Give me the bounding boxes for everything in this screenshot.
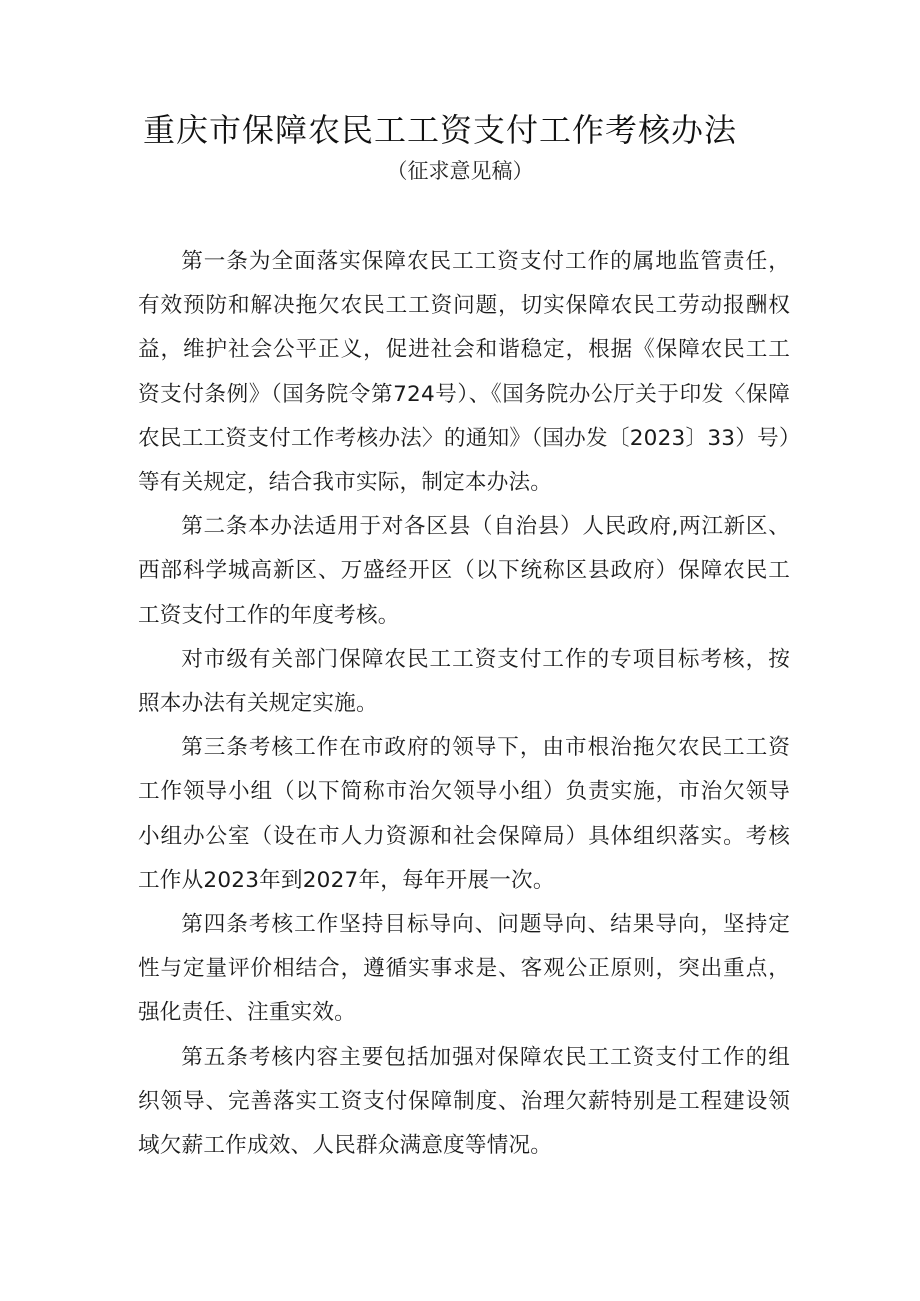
- document-title: 重庆市保障农民工工资支付工作考核办法: [142, 111, 737, 149]
- article-2-supplement-paragraph: 对市级有关部门保障农民工工资支付工作的专项目标考核，按照本办法有关规定实施。: [138, 646, 790, 717]
- article-1-paragraph: 第一条为全面落实保障农民工工资支付工作的属地监管责任，有效预防和解决拖欠农民工工资问题，切实保障农民工劳动报酬权益，维护社会公平正义，促进社会和谐稳定，根据《保障农民工工资支付条例》（国务院令第724号）、《国务院办公厅关于印发〈保障农民工工资支付工作考核办法〉的通知》（国办发〔2023〕33）号）等有关规定，结合我市实际，制定本办法。: [138, 249, 790, 496]
- article-5-paragraph: 第五条考核内容主要包括加强对保障农民工工资支付工作的组织领导、完善落实工资支付保障制度、治理欠薪特别是工程建设领域欠薪工作成效、人民群众满意度等情况。: [138, 1044, 790, 1159]
- document-body: [138, 240, 790, 1168]
- document-subtitle: （征求意见稿）: [386, 159, 534, 183]
- article-4-paragraph: 第四条考核工作坚持目标导向、问题导向、结果导向，坚持定性与定量评价相结合，遵循实事求是、客观公正原则，突出重点，强化责任、注重实效。: [138, 912, 790, 1026]
- article-2-paragraph: 第二条本办法适用于对各区县（自治县）人民政府,两江新区、西部科学城高新区、万盛经开区（以下统称区县政府）保障农民工工资支付工作的年度考核。: [138, 514, 790, 628]
- article-3-paragraph: 第三条考核工作在市政府的领导下，由市根治拖欠农民工工资工作领导小组（以下简称市治欠领导小组）负责实施，市治欠领导小组办公室（设在市人力资源和社会保障局）具体组织落实。考核工作从2023年到2027年，每年开展一次。: [138, 735, 790, 893]
